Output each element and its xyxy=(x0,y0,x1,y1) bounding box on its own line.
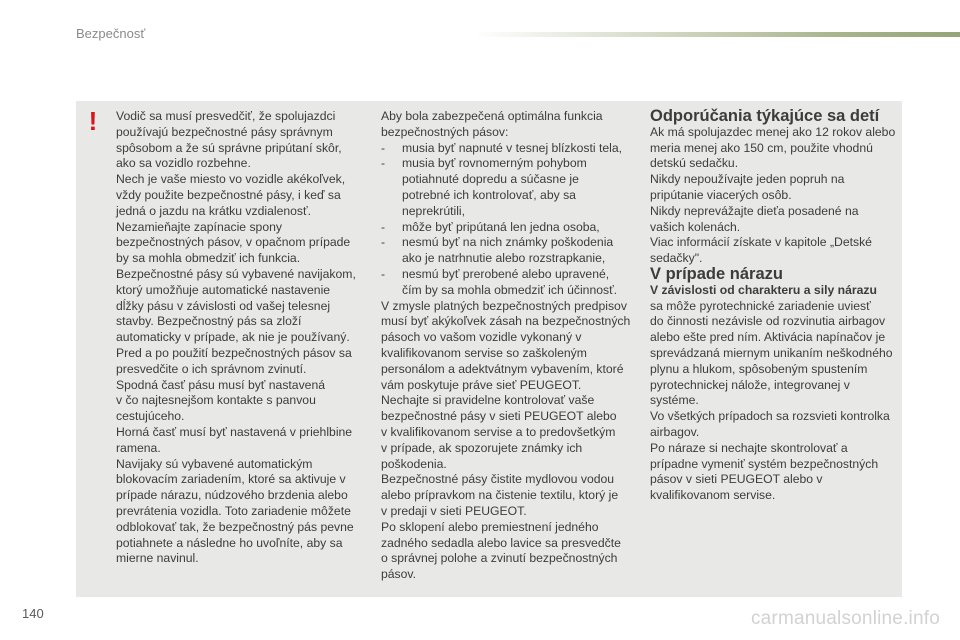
list-item xyxy=(381,235,631,267)
text-line: meria menej ako 150 cm, použite vhodnú xyxy=(650,140,873,155)
text-line: pripútanie viacerých osôb. xyxy=(650,187,792,202)
text-line: presvedčite o ich správnom zvinutí. xyxy=(116,361,307,376)
text-line: blokovacím zariadením, ktoré sa aktivuje v xyxy=(116,472,346,487)
text-line: používajú bezpečnostné pásy správnym xyxy=(116,124,333,139)
text-line: Bezpečnostné pásy čistite mydlovou vodou xyxy=(381,472,615,487)
text-line: v prípade, ak spozorujete známky ich xyxy=(381,440,583,455)
text-line: do činnosti nezávisle od rozvinutia airbagov xyxy=(650,314,886,329)
list-dash: - xyxy=(381,156,386,171)
list-item-line: potiahnuté dopredu a súčasne je xyxy=(402,172,579,187)
column-2 xyxy=(381,109,631,583)
text-line: ktorý umožňuje automatické nastavenie xyxy=(116,282,331,297)
text-line: o správnej polohe a zvinutí bezpečnostných xyxy=(381,551,618,566)
text-line: kvalifikovanom servise. xyxy=(650,488,776,503)
text-line: Spodná časť pásu musí byť nastavená xyxy=(116,377,326,392)
text-line: prípade nárazu, núdzového brzdenia alebo xyxy=(116,488,348,503)
list-dash: - xyxy=(381,235,386,250)
text-line: Nezamieňajte zapínacie spony xyxy=(116,219,282,234)
list-dash: - xyxy=(381,266,386,281)
text-line: Nikdy nepoužívajte jeden popruh na xyxy=(650,172,845,187)
text-line: stavby. Bezpečnostný pás sa zloží xyxy=(116,314,302,329)
list-item xyxy=(381,267,631,299)
text-line: mierne navinul. xyxy=(116,551,199,566)
text-line: alebo ešte pred ním. Aktivácia napínačov je xyxy=(650,330,886,345)
text-line: alebo prípravkom na čistenie textilu, ktorý je xyxy=(381,488,619,503)
list-item-line: musia byť rovnomerným pohybom xyxy=(402,156,587,171)
page-header-title: Bezpečnosť xyxy=(76,26,146,41)
text-line: prípadne vymeniť systém bezpečnostných xyxy=(650,456,879,471)
text-line: kvalifikovanom servise so zaškoleným xyxy=(381,345,587,360)
text-line: Po náraze si nechajte skontrolovať a xyxy=(650,440,848,455)
text-line: vašich kolenách. xyxy=(650,219,741,234)
list-item xyxy=(381,156,631,219)
text-line: pásov v sieti PEUGEOT alebo v xyxy=(650,472,823,487)
text-line: personálom a adektvátnym vybavením, ktoré xyxy=(381,361,624,376)
list-item xyxy=(381,141,631,157)
list-item-line: ako je natrhnutie alebo rozstrapkanie, xyxy=(402,251,606,266)
text-line: sedačky". xyxy=(650,251,703,266)
watermark: carmanualsonline.info xyxy=(750,608,940,629)
col2-after xyxy=(381,299,631,583)
column-3 xyxy=(650,109,900,504)
text-line: Bezpečnostné pásy sú vybavené navijakom, xyxy=(116,266,356,281)
section-children-text xyxy=(650,125,900,267)
text-line: Nech je vaše miesto vo vozidle akékoľvek, xyxy=(116,172,346,187)
text-line: bezpečnostných pásov, v opačnom prípade xyxy=(116,235,351,250)
text-line: systéme. xyxy=(650,393,699,408)
text-line: ramena. xyxy=(116,440,161,455)
list-item-line: potrebné ich kontrolovať, aby sa xyxy=(402,187,576,202)
text-line: Pred a po použití bezpečnostných pásov sa xyxy=(116,345,352,360)
text-line: pásov. xyxy=(381,567,417,582)
text-line: pyrotechnickej nálože, integrovanej v xyxy=(650,377,850,392)
text-line: cestujúceho. xyxy=(116,409,185,424)
text-line: prevrátenia vozidla. Toto zariadenie môžete xyxy=(116,503,351,518)
text-line: potiahnete a následne ho uvoľníte, aby sa xyxy=(116,535,343,550)
text-line: plynu a hlukom, spôsobeným spustením xyxy=(650,361,868,376)
text-line: sa môže pyrotechnické zariadenie uviesť xyxy=(650,298,871,313)
text-line: vždy použite bezpečnostné pásy, i keď sa xyxy=(116,187,341,202)
column-1 xyxy=(116,109,356,567)
list-item-line: nesmú byť prerobené alebo upravené, xyxy=(402,266,610,281)
text-line: Vo všetkých prípadoch sa rozsvieti kontrolka xyxy=(650,409,890,424)
list-item-line: nesmú byť na nich známky poškodenia xyxy=(402,235,614,250)
text-line: Viac informácií získate v kapitole „Detské xyxy=(650,235,872,250)
text-line: pásoch vo vašom vozidle vykonaný v xyxy=(381,330,582,345)
text-line: airbagov. xyxy=(650,424,700,439)
text-line: odblokovať tak, že bezpečnostný pás pevne xyxy=(116,519,354,534)
text-line: poškodenia. xyxy=(381,456,447,471)
text-line: Nikdy neprevážajte dieťa posadené na xyxy=(650,203,859,218)
text-line: sprevádzaná miernym unikaním neškodného xyxy=(650,345,893,360)
list-item-line: čím by sa mohla obmedziť ich účinnosť. xyxy=(402,282,618,297)
text-line: ako sa vozidlo rozbehne. xyxy=(116,156,251,171)
section-impact-lead: V závislosti od charakteru a sily nárazu xyxy=(650,282,877,297)
list-item-line: neprekrútili, xyxy=(402,203,465,218)
text-line: detskú sedačku. xyxy=(650,156,739,171)
list-item xyxy=(381,220,631,236)
list-item-line: môže byť pripútaná len jedna osoba, xyxy=(402,219,600,234)
text-line: Horná časť musí byť nastavená v priehlbine xyxy=(116,424,353,439)
text-line: v čo najtesnejšom kontakte s panvou xyxy=(116,393,316,408)
text-line: vám poskytuje práve sieť PEUGEOT. xyxy=(381,377,582,392)
list-dash: - xyxy=(381,219,386,234)
header-decorative-bar xyxy=(475,32,960,37)
text-line: Po sklopení alebo premiestnení jedného xyxy=(381,519,599,534)
text-line: Vodič sa musí presvedčiť, že spolujazdci xyxy=(116,109,336,123)
text-line: bezpečnostné pásy v sieti PEUGEOT alebo xyxy=(381,409,617,424)
text-line: zadného sedadla alebo lavice sa presvedčte xyxy=(381,535,621,550)
text-line: by sa mohla obmedziť ich funkcia. xyxy=(116,251,301,266)
text-line: Navijaky sú vybavené automatickým xyxy=(116,456,313,471)
list-dash: - xyxy=(381,140,386,155)
section-heading-children: Odporúčania týkajúce sa detí xyxy=(650,107,880,125)
text-line: Nechajte si pravidelne kontrolovať vaše xyxy=(381,393,595,408)
text-line: jedná o jazdu na krátku vzdialenosť. xyxy=(116,203,311,218)
page-number: 140 xyxy=(22,606,44,621)
text-line: automaticky v prípade, ak nie je používaný. xyxy=(116,330,350,345)
text-line: v kvalifikovanom servise a to predovšetkým xyxy=(381,424,616,439)
text-line: Ak má spolujazdec menej ako 12 rokov alebo xyxy=(650,124,896,139)
text-line: v predaji v sieti PEUGEOT. xyxy=(381,503,527,518)
text-line: musí byť akýkoľvek zásah na bezpečnostných xyxy=(381,314,631,329)
col2-intro xyxy=(381,109,631,141)
col2-list xyxy=(381,141,631,299)
warning-icon: ! xyxy=(88,106,98,136)
text-line: bezpečnostných pásov: xyxy=(381,124,509,139)
text-line: dĺžky pásu v závislosti od vašej telesnej xyxy=(116,298,331,313)
text-line: spôsobom a že sú správne pripútaní skôr, xyxy=(116,140,342,155)
section-heading-impact: V prípade nárazu xyxy=(650,264,783,283)
text-line: V zmysle platných bezpečnostných predpisov xyxy=(381,298,627,313)
text-line: Aby bola zabezpečená optimálna funkcia xyxy=(381,109,603,123)
list-item-line: musia byť napnuté v tesnej blízkosti tela, xyxy=(402,140,622,155)
section-impact-text xyxy=(650,299,900,504)
